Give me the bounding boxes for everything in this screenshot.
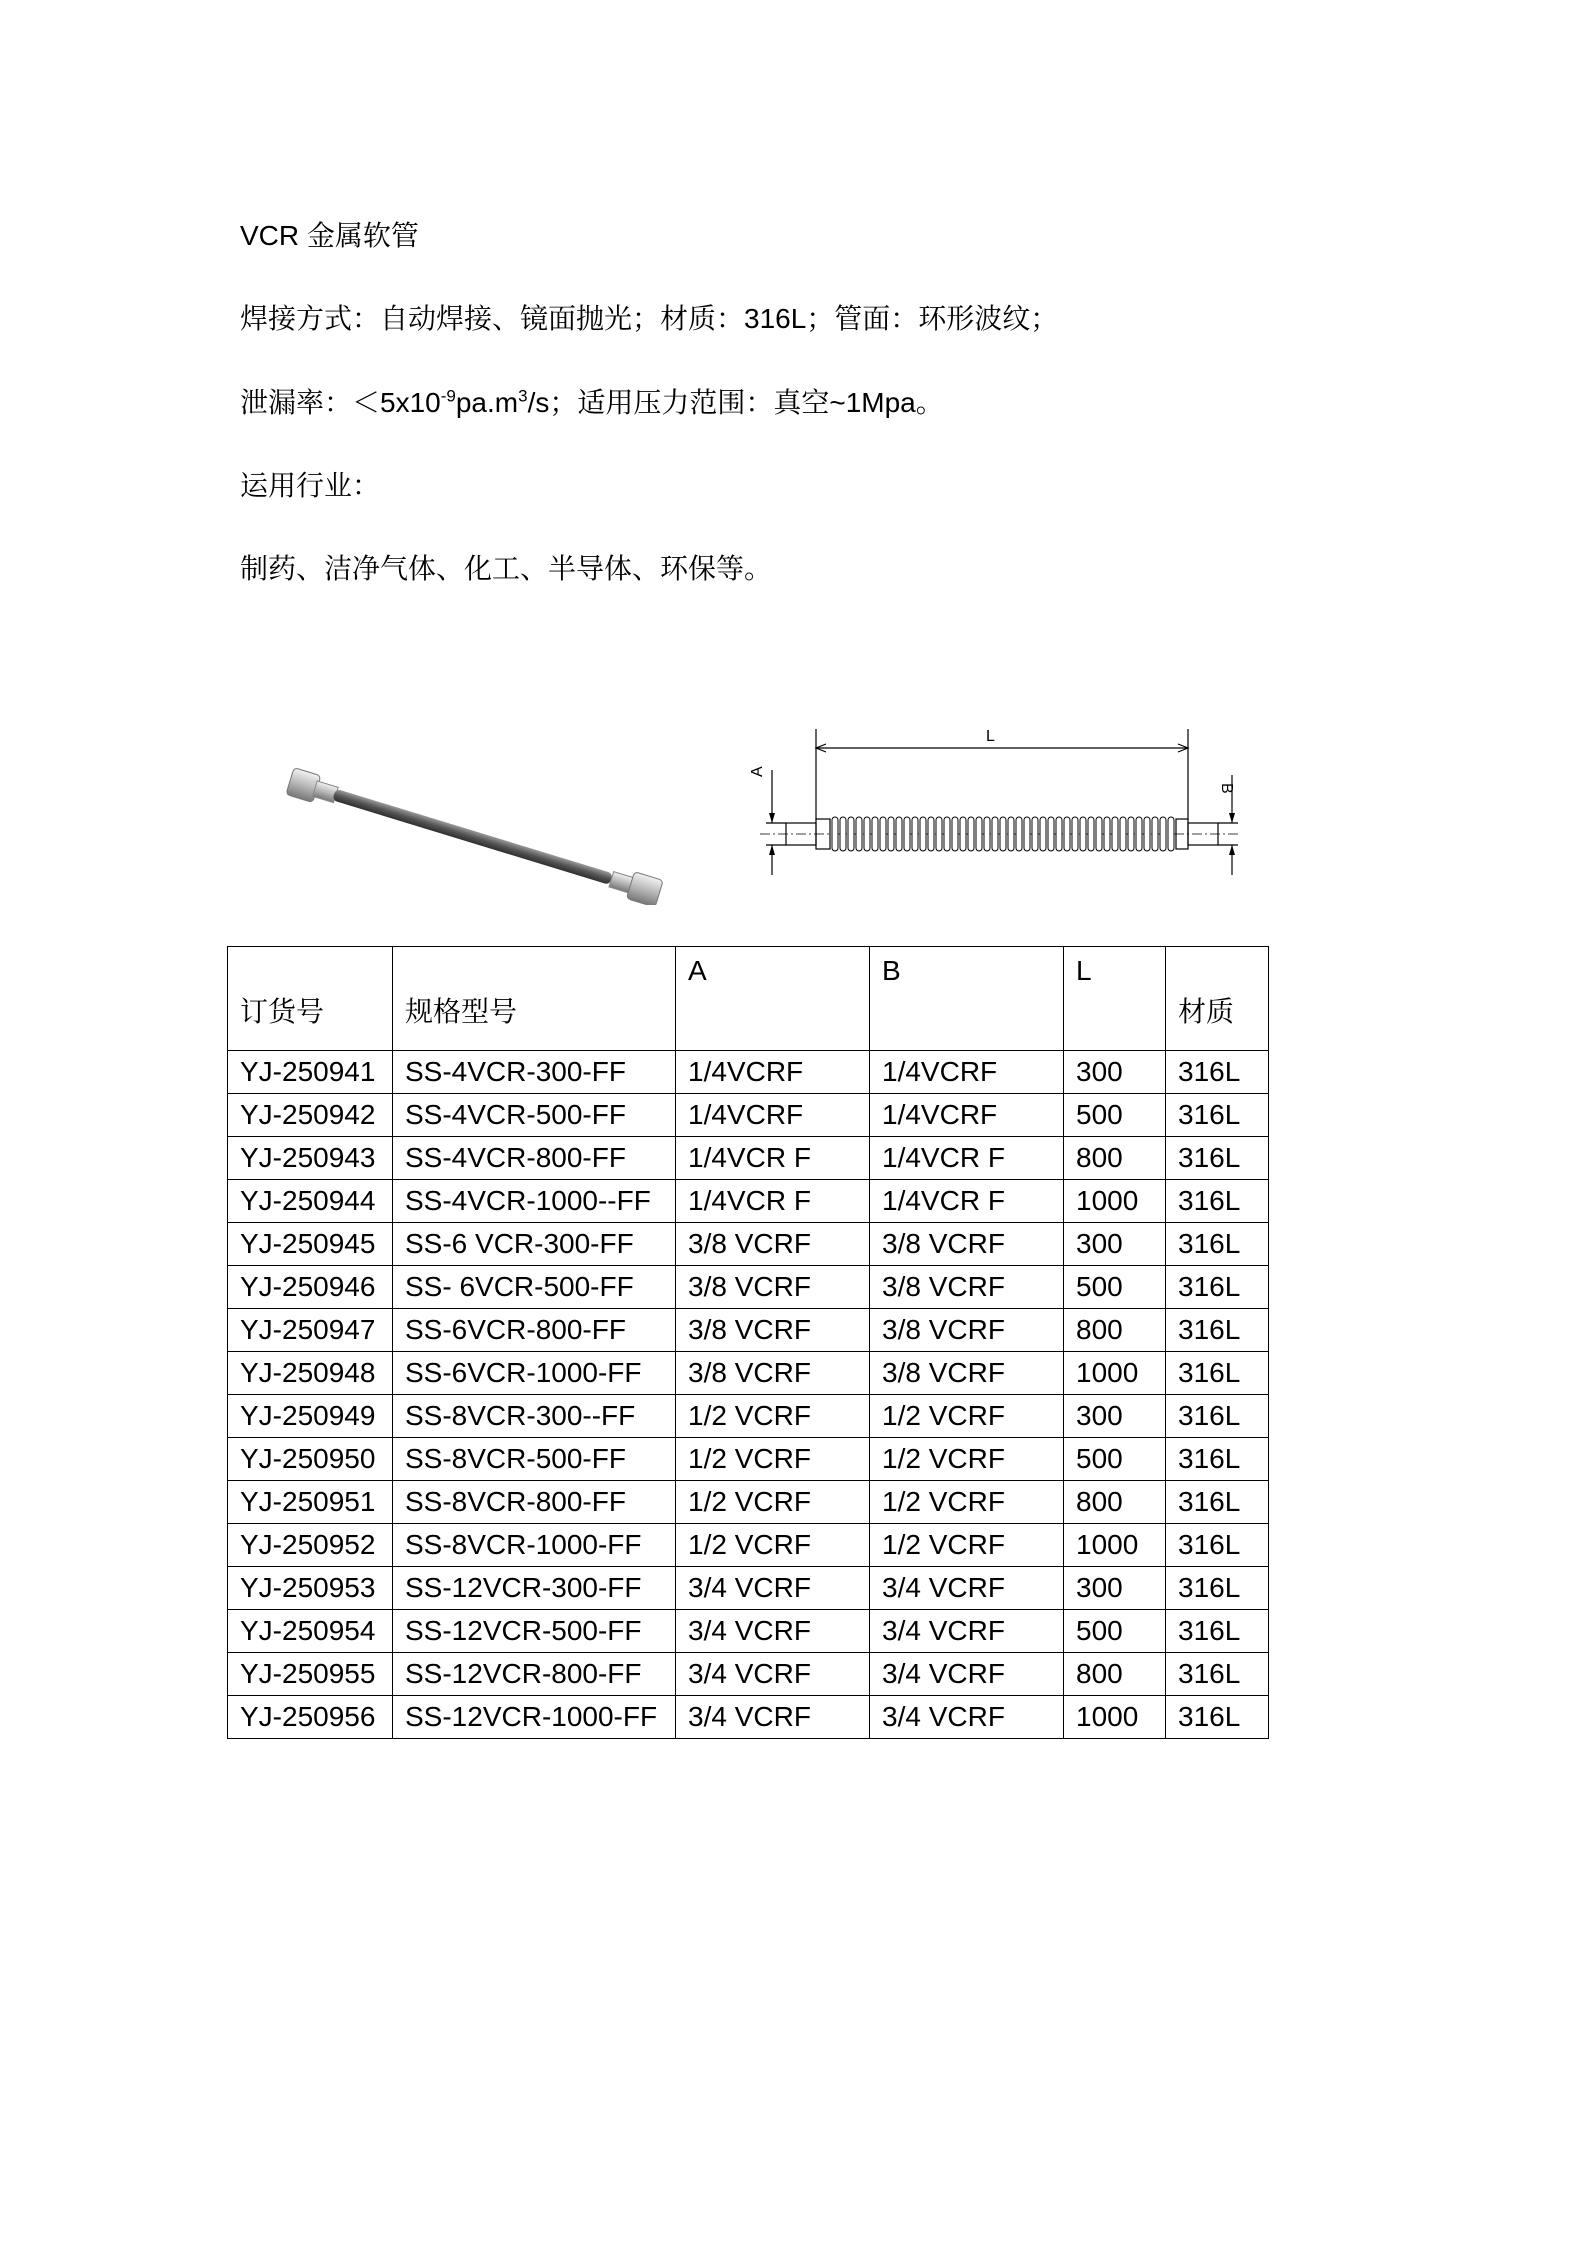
material-cell: 316L — [1166, 1395, 1269, 1438]
l-cell: 500 — [1064, 1610, 1166, 1653]
order-no-cell: YJ-250946 — [228, 1266, 393, 1309]
hose-photo — [270, 755, 680, 905]
bellows-convolution — [1080, 817, 1086, 851]
bellows-convolution — [976, 817, 982, 851]
a-cell: 3/8 VCRF — [676, 1309, 870, 1352]
b-cell: 3/4 VCRF — [870, 1696, 1064, 1739]
material-cell: 316L — [1166, 1223, 1269, 1266]
bellows-convolution — [1064, 817, 1070, 851]
a-cell: 3/8 VCRF — [676, 1223, 870, 1266]
model-cell: SS-6 VCR-300-FF — [393, 1223, 676, 1266]
table-row — [228, 1524, 1269, 1567]
a-cell: 1/2 VCRF — [676, 1524, 870, 1567]
bellows-convolution — [896, 817, 902, 851]
table-row — [228, 1653, 1269, 1696]
header-b: B — [870, 947, 1064, 1051]
l-cell: 800 — [1064, 1137, 1166, 1180]
bellows-convolution — [1168, 817, 1174, 851]
b-cell: 1/2 VCRF — [870, 1524, 1064, 1567]
order-no-cell: YJ-250953 — [228, 1567, 393, 1610]
material-cell: 316L — [1166, 1524, 1269, 1567]
dimension-label-b: B — [1218, 783, 1235, 794]
bellows-convolution — [1048, 817, 1054, 851]
table-row — [228, 1696, 1269, 1739]
bellows-convolution — [1040, 817, 1046, 851]
l-cell: 300 — [1064, 1395, 1166, 1438]
table-row — [228, 1094, 1269, 1137]
bellows-convolution — [856, 817, 862, 851]
a-cell: 1/4VCR F — [676, 1180, 870, 1223]
bellows-convolution — [952, 817, 958, 851]
l-cell: 800 — [1064, 1653, 1166, 1696]
bellows-convolution — [880, 817, 886, 851]
a-cell: 1/4VCRF — [676, 1094, 870, 1137]
l-cell: 300 — [1064, 1567, 1166, 1610]
bellows-convolution — [848, 817, 854, 851]
bellows-convolution — [1024, 817, 1030, 851]
a-cell: 3/4 VCRF — [676, 1696, 870, 1739]
l-cell: 800 — [1064, 1481, 1166, 1524]
b-cell: 3/4 VCRF — [870, 1653, 1064, 1696]
material-cell: 316L — [1166, 1309, 1269, 1352]
order-no-cell: YJ-250956 — [228, 1696, 393, 1739]
model-cell: SS-8VCR-500-FF — [393, 1438, 676, 1481]
bellows-convolution — [888, 817, 894, 851]
b-cell: 1/4VCRF — [870, 1051, 1064, 1094]
b-cell: 3/4 VCRF — [870, 1610, 1064, 1653]
l-cell: 1000 — [1064, 1180, 1166, 1223]
industries-label: 运用行业： — [240, 470, 381, 501]
bellows-convolution — [840, 817, 846, 851]
material-cell: 316L — [1166, 1481, 1269, 1524]
material-cell: 316L — [1166, 1094, 1269, 1137]
a-cell: 3/4 VCRF — [676, 1610, 870, 1653]
model-cell: SS-4VCR-1000--FF — [393, 1180, 676, 1223]
material-cell: 316L — [1166, 1610, 1269, 1653]
table-row — [228, 1567, 1269, 1610]
bellows-convolution — [872, 817, 878, 851]
material-cell: 316L — [1166, 1352, 1269, 1395]
bellows-convolution — [1160, 817, 1166, 851]
bellows-convolution — [1032, 817, 1038, 851]
material-cell: 316L — [1166, 1051, 1269, 1094]
b-cell: 3/8 VCRF — [870, 1266, 1064, 1309]
model-cell: SS-12VCR-300-FF — [393, 1567, 676, 1610]
order-no-cell: YJ-250944 — [228, 1180, 393, 1223]
order-no-cell: YJ-250951 — [228, 1481, 393, 1524]
leak-rate-unit: pa.m — [455, 387, 519, 418]
order-no-cell: YJ-250943 — [228, 1137, 393, 1180]
a-cell: 1/4VCRF — [676, 1051, 870, 1094]
l-cell: 1000 — [1064, 1524, 1166, 1567]
bellows-convolution — [968, 817, 974, 851]
b-cell: 1/4VCR F — [870, 1180, 1064, 1223]
order-no-cell: YJ-250945 — [228, 1223, 393, 1266]
bellows-convolution — [936, 817, 942, 851]
a-cell: 1/2 VCRF — [676, 1481, 870, 1524]
l-cell: 300 — [1064, 1051, 1166, 1094]
b-cell: 3/8 VCRF — [870, 1223, 1064, 1266]
bellows-convolution — [1088, 817, 1094, 851]
spec-table — [227, 946, 1269, 1739]
a-cell: 1/2 VCRF — [676, 1395, 870, 1438]
material-cell: 316L — [1166, 1180, 1269, 1223]
a-cell: 3/4 VCRF — [676, 1653, 870, 1696]
bellows-convolution — [1128, 817, 1134, 851]
bellows-convolution — [1112, 817, 1118, 851]
dimension-label-a: A — [749, 766, 766, 777]
material-cell: 316L — [1166, 1438, 1269, 1481]
bellows-convolution — [992, 817, 998, 851]
b-cell: 1/2 VCRF — [870, 1438, 1064, 1481]
model-cell: SS-8VCR-800-FF — [393, 1481, 676, 1524]
material-cell: 316L — [1166, 1653, 1269, 1696]
model-cell: SS-6VCR-800-FF — [393, 1309, 676, 1352]
table-row — [228, 1309, 1269, 1352]
table-header-row — [228, 947, 1269, 1051]
model-cell: SS-6VCR-1000-FF — [393, 1352, 676, 1395]
b-cell: 1/4VCR F — [870, 1137, 1064, 1180]
table-row — [228, 1352, 1269, 1395]
bellows-convolution — [1096, 817, 1102, 851]
order-no-cell: YJ-250948 — [228, 1352, 393, 1395]
bellows-convolution — [920, 817, 926, 851]
l-cell: 500 — [1064, 1438, 1166, 1481]
b-cell: 3/8 VCRF — [870, 1352, 1064, 1395]
bellows-convolution — [864, 817, 870, 851]
industries-list: 制药、洁净气体、化工、半导体、环保等。 — [240, 553, 773, 584]
table-row — [228, 1438, 1269, 1481]
model-cell: SS-4VCR-500-FF — [393, 1094, 676, 1137]
a-cell: 3/4 VCRF — [676, 1567, 870, 1610]
model-cell: SS-8VCR-300--FF — [393, 1395, 676, 1438]
order-no-cell: YJ-250952 — [228, 1524, 393, 1567]
leak-rate-unit-exponent: 3 — [518, 386, 528, 406]
material-cell: 316L — [1166, 1696, 1269, 1739]
model-cell: SS-12VCR-800-FF — [393, 1653, 676, 1696]
order-no-cell: YJ-250954 — [228, 1610, 393, 1653]
header-a: A — [676, 947, 870, 1051]
model-cell: SS-4VCR-800-FF — [393, 1137, 676, 1180]
header-model: 规格型号 — [393, 947, 676, 1051]
bellows-convolution — [1056, 817, 1062, 851]
bellows-convolution — [1008, 817, 1014, 851]
dimension-drawing — [740, 715, 1260, 885]
order-no-cell: YJ-250942 — [228, 1094, 393, 1137]
bellows-convolution — [1120, 817, 1126, 851]
order-no-cell: YJ-250955 — [228, 1653, 393, 1696]
bellows-convolution — [984, 817, 990, 851]
b-cell: 1/4VCRF — [870, 1094, 1064, 1137]
l-cell: 1000 — [1064, 1696, 1166, 1739]
l-cell: 300 — [1064, 1223, 1166, 1266]
header-order-no: 订货号 — [228, 947, 393, 1051]
table-row — [228, 1223, 1269, 1266]
b-cell: 1/2 VCRF — [870, 1395, 1064, 1438]
table-row — [228, 1395, 1269, 1438]
table-row — [228, 1051, 1269, 1094]
header-l: L — [1064, 947, 1166, 1051]
order-no-cell: YJ-250947 — [228, 1309, 393, 1352]
doc-title: VCR 金属软管 — [240, 220, 419, 251]
model-cell: SS-12VCR-1000-FF — [393, 1696, 676, 1739]
leak-rate-suffix: /s；适用压力范围：真空~1Mpa。 — [527, 387, 944, 418]
b-cell: 3/4 VCRF — [870, 1567, 1064, 1610]
a-cell: 1/2 VCRF — [676, 1438, 870, 1481]
model-cell: SS- 6VCR-500-FF — [393, 1266, 676, 1309]
material-cell: 316L — [1166, 1567, 1269, 1610]
bellows-convolution — [944, 817, 950, 851]
bellows-convolution — [1152, 817, 1158, 851]
table-row — [228, 1610, 1269, 1653]
leak-rate-prefix: 泄漏率：＜5x10 — [240, 387, 441, 418]
a-cell: 1/4VCR F — [676, 1137, 870, 1180]
l-cell: 500 — [1064, 1094, 1166, 1137]
order-no-cell: YJ-250949 — [228, 1395, 393, 1438]
table-row — [228, 1481, 1269, 1524]
l-cell: 500 — [1064, 1266, 1166, 1309]
l-cell: 800 — [1064, 1309, 1166, 1352]
order-no-cell: YJ-250950 — [228, 1438, 393, 1481]
bellows-convolution — [928, 817, 934, 851]
bellows-convolution — [1072, 817, 1078, 851]
leak-rate-exponent: -9 — [440, 386, 456, 406]
b-cell: 1/2 VCRF — [870, 1481, 1064, 1524]
dimension-label-l: L — [986, 728, 995, 745]
table-row — [228, 1180, 1269, 1223]
bellows-convolution — [960, 817, 966, 851]
bellows-convolution — [1016, 817, 1022, 851]
model-cell: SS-12VCR-500-FF — [393, 1610, 676, 1653]
material-cell: 316L — [1166, 1137, 1269, 1180]
header-material: 材质 — [1166, 947, 1269, 1051]
a-cell: 3/8 VCRF — [676, 1352, 870, 1395]
table-row — [228, 1137, 1269, 1180]
b-cell: 3/8 VCRF — [870, 1309, 1064, 1352]
bellows-convolution — [1000, 817, 1006, 851]
spec-line-leak-rate — [240, 383, 944, 423]
bellows-convolution — [1144, 817, 1150, 851]
bellows-convolution — [904, 817, 910, 851]
model-cell: SS-8VCR-1000-FF — [393, 1524, 676, 1567]
order-no-cell: YJ-250941 — [228, 1051, 393, 1094]
spec-line-welding: 焊接方式：自动焊接、镜面抛光；材质：316L；管面：环形波纹； — [240, 303, 1059, 334]
l-cell: 1000 — [1064, 1352, 1166, 1395]
table-row — [228, 1266, 1269, 1309]
bellows-convolution — [832, 817, 838, 851]
bellows-convolution — [1136, 817, 1142, 851]
bellows-convolution — [1104, 817, 1110, 851]
model-cell: SS-4VCR-300-FF — [393, 1051, 676, 1094]
a-cell: 3/8 VCRF — [676, 1266, 870, 1309]
material-cell: 316L — [1166, 1266, 1269, 1309]
bellows-convolution — [912, 817, 918, 851]
